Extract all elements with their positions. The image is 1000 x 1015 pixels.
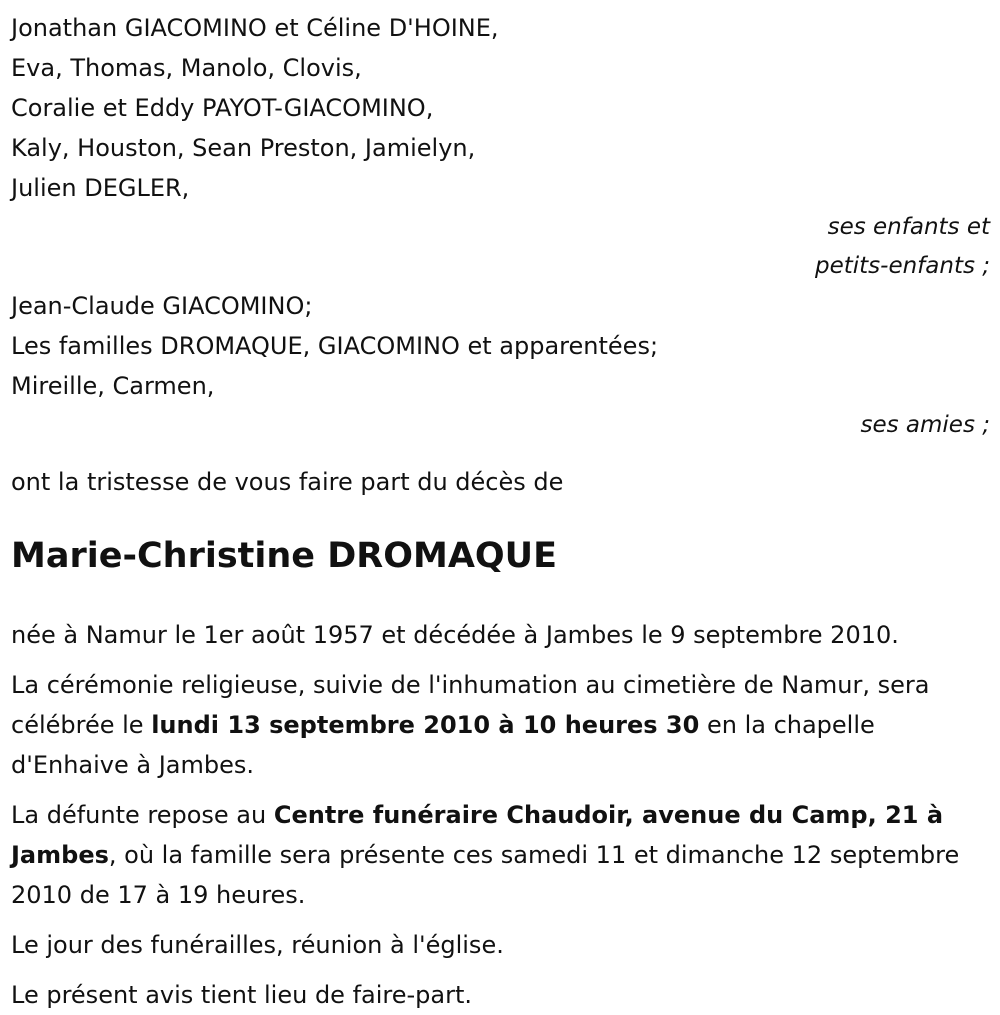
family-group-children: [11, 8, 990, 286]
repose-details: [11, 795, 990, 915]
ceremony-datetime: lundi 13 septembre 2010 à 10 heures 30: [151, 711, 700, 739]
relationship-label: petits-enfants ;: [814, 253, 990, 279]
family-line: Eva, Thomas, Manolo, Clovis,: [11, 54, 362, 82]
relationship-label: ses enfants et: [827, 214, 990, 240]
family-line: Jean-Claude GIACOMINO;: [11, 292, 313, 320]
repose-text: La défunte repose au: [11, 801, 274, 829]
ceremony-location: en la chapelle d'Enhaive à Jambes.: [11, 711, 875, 779]
family-line: Jonathan GIACOMINO et Céline D'HOINE,: [11, 14, 499, 42]
visiting-hours: , où la famille sera présente ces samedi 11 et dimanche 12 septembre 2010 de 17 à 19 heures.: [11, 841, 960, 909]
ceremony-details: [11, 665, 990, 785]
family-line: Coralie et Eddy PAYOT-GIACOMINO,: [11, 94, 434, 122]
family-line: Kaly, Houston, Sean Preston, Jamielyn,: [11, 134, 476, 162]
notice-statement: Le présent avis tient lieu de faire-part.: [11, 981, 473, 1009]
birth-death-dates: née à Namur le 1er août 1957 et décédée à Jambes le 9 septembre 2010.: [11, 621, 899, 649]
family-line: Les familles DROMAQUE, GIACOMINO et apparentées;: [11, 332, 659, 360]
announcement-intro: ont la tristesse de vous faire part du décès de: [11, 468, 564, 496]
deceased-name: Marie-Christine DROMAQUE: [11, 536, 557, 576]
funeral-day-info: Le jour des funérailles, réunion à l'église.: [11, 931, 504, 959]
family-line: Mireille, Carmen,: [11, 372, 215, 400]
family-line: Julien DEGLER,: [11, 174, 190, 202]
family-group-friends: [11, 286, 990, 445]
relationship-label: ses amies ;: [860, 412, 990, 438]
ceremony-text: La cérémonie religieuse, suivie de l'inhumation au cimetière de Namur, sera célébrée le: [11, 671, 930, 739]
funeral-home-address: Centre funéraire Chaudoir, avenue du Camp, 21 à Jambes: [11, 801, 944, 869]
